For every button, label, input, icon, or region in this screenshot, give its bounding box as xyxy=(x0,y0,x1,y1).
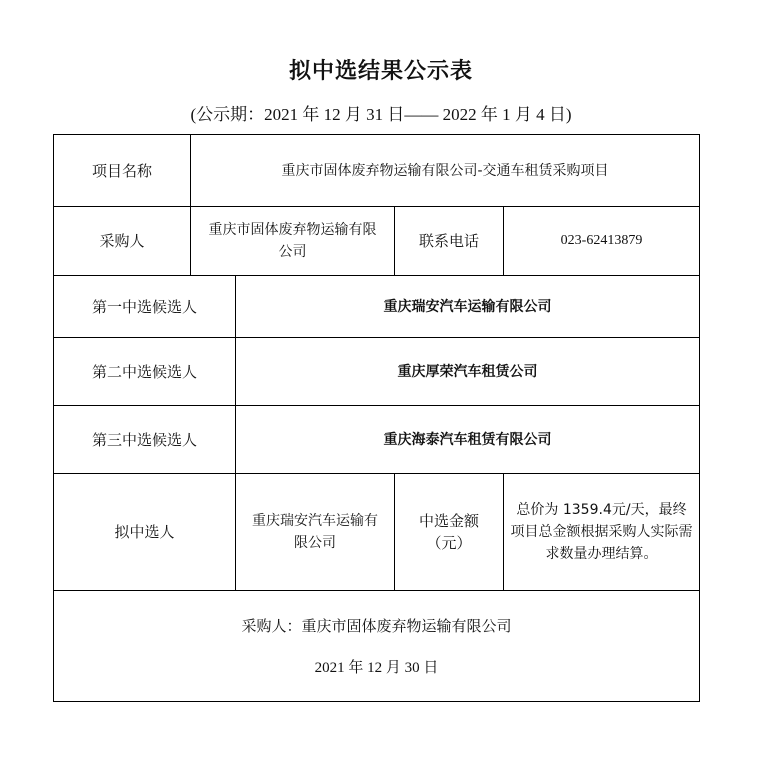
candidate-2-value: 重庆厚荣汽车租赁公司 xyxy=(397,363,538,380)
page-title: 拟中选结果公示表 xyxy=(288,58,473,84)
winning-amount-label: 中选金额（元） xyxy=(418,512,479,552)
purchaser-label: 采购人 xyxy=(99,232,145,250)
contact-phone-value: 023-62413879 xyxy=(560,233,643,248)
proposed-winner-value: 重庆瑞安汽车运输有限公司 xyxy=(252,513,378,551)
project-name-value: 重庆市固体废弃物运输有限公司-交通车租赁采购项目 xyxy=(281,162,609,179)
proposed-winner-label: 拟中选人 xyxy=(114,523,175,541)
contact-phone-label: 联系电话 xyxy=(418,232,479,250)
candidate-3-label: 第三中选候选人 xyxy=(91,430,197,449)
candidate-2-label: 第二中选候选人 xyxy=(91,362,197,381)
footer-date: 2021 年 12 月 30 日 xyxy=(314,660,439,676)
footer-purchaser: 采购人：重庆市固体废弃物运输有限公司 xyxy=(241,617,512,635)
candidate-3-value: 重庆海泰汽车租赁有限公司 xyxy=(383,431,552,448)
candidate-1-label: 第一中选候选人 xyxy=(91,297,197,316)
purchaser-value: 重庆市固体废弃物运输有限公司 xyxy=(208,222,377,260)
winning-amount-value: 总价为 1359.4元/天，最终项目总金额根据采购人实际需求数量办理结算。 xyxy=(510,502,693,562)
project-name-label: 项目名称 xyxy=(91,161,152,180)
candidate-1-value: 重庆瑞安汽车运输有限公司 xyxy=(383,298,552,315)
publicity-period: (公示期：2021 年 12 月 31 日—— 2022 年 1 月 4 日) xyxy=(190,105,572,124)
